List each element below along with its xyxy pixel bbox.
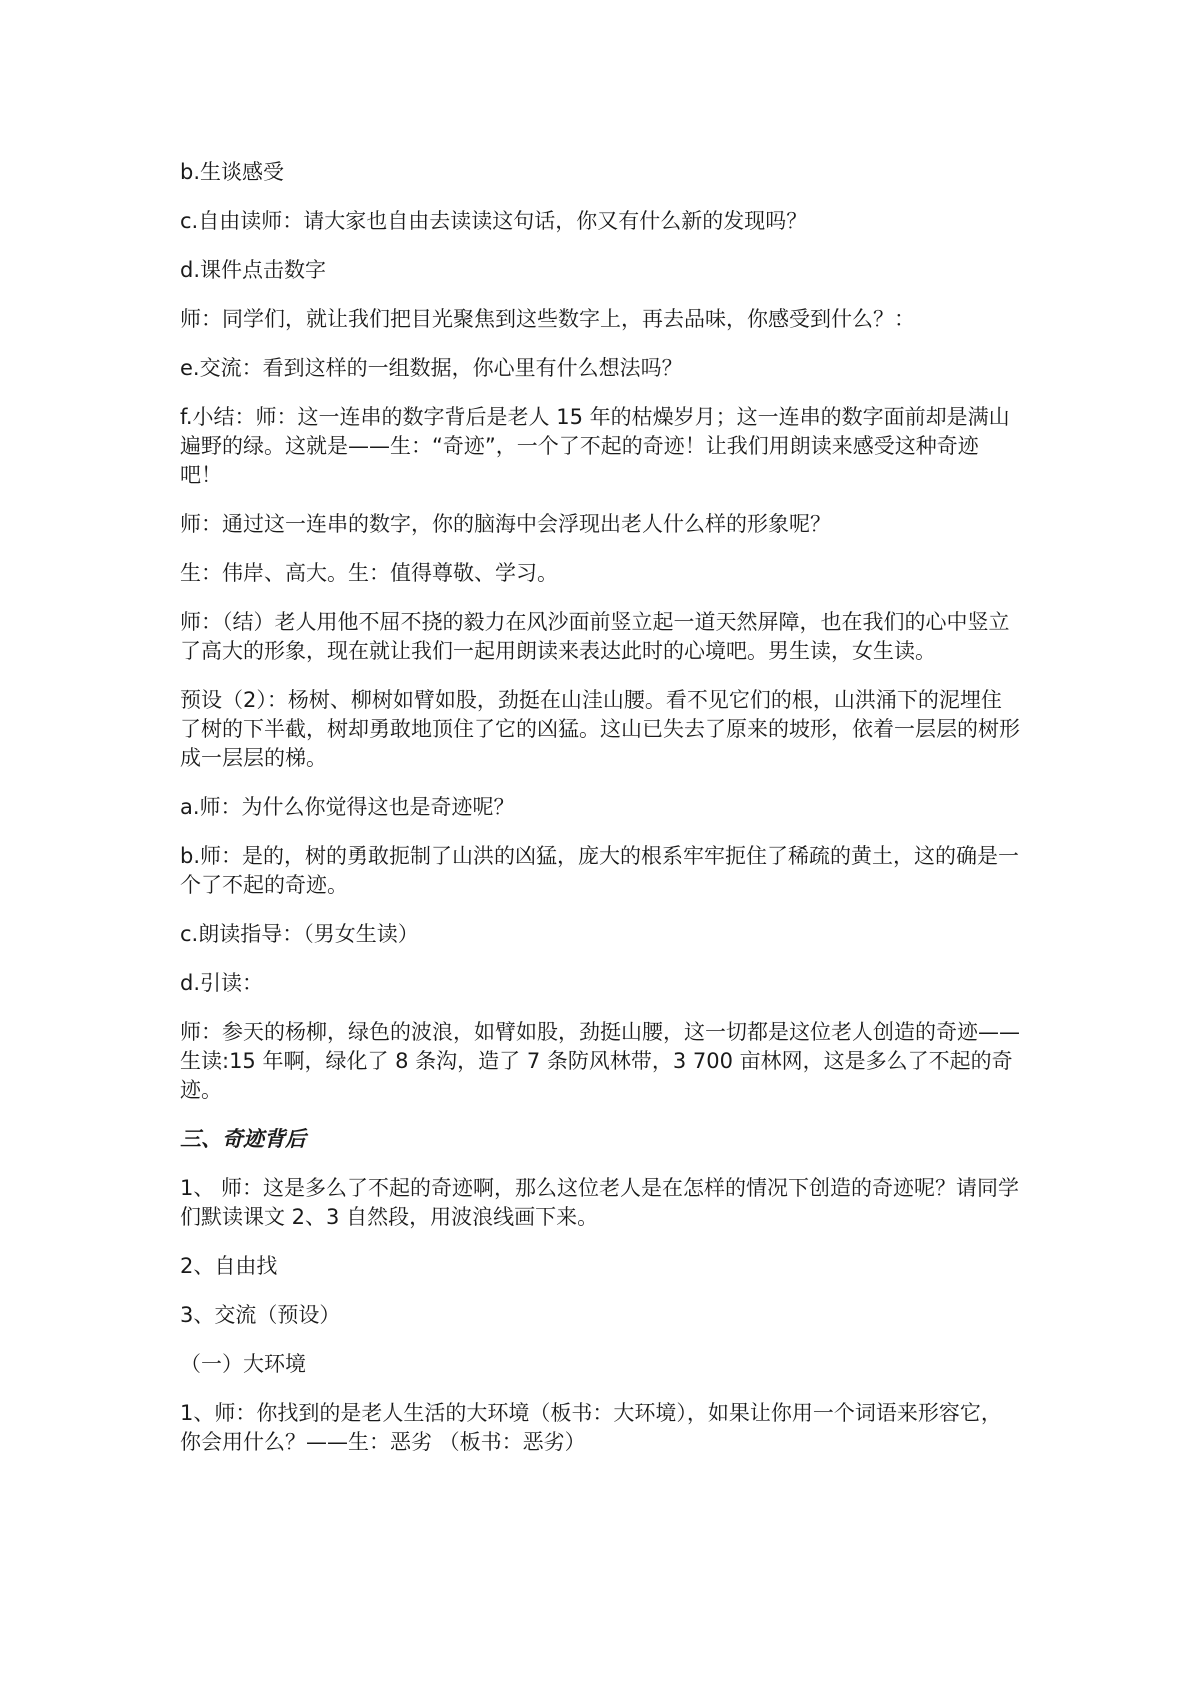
paragraph-18: 3、交流（预设） <box>180 1303 341 1327</box>
paragraph-13: c.朗读指导：（男女生读） <box>180 922 419 946</box>
paragraph-6: f.小结：师：这一连串的数字背后是老人 15 年的枯燥岁月；这一连串的数字面前却是满山遍野的绿。这就是——生：“奇迹”，一个了不起的奇迹！让我们用朗读来感受这种奇迹吧！ <box>180 405 1010 487</box>
paragraph-1: b.生谈感受 <box>180 160 285 184</box>
paragraph-11: a.师：为什么你觉得这也是奇迹呢？ <box>180 795 515 819</box>
paragraph-12: b.师：是的，树的勇敢扼制了山洪的凶猛，庞大的根系牢牢扼住了稀疏的黄土，这的确是一个了不起的奇迹。 <box>180 844 1020 897</box>
paragraph-20: 1、师：你找到的是老人生活的大环境（板书：大环境），如果让你用一个词语来形容它，你会用什么？——生：恶劣 （板书：恶劣） <box>180 1401 1002 1454</box>
paragraph-19: （一）大环境 <box>180 1352 306 1376</box>
paragraph-2: c.自由读师：请大家也自由去读读这句话，你又有什么新的发现吗？ <box>180 209 808 233</box>
paragraph-9: 师：（结）老人用他不屈不挠的毅力在风沙面前竖立起一道天然屏障，也在我们的心中竖立了高大的形象，现在就让我们一起用朗读来表达此时的心境吧。男生读，女生读。 <box>180 610 1010 663</box>
paragraph-14: d.引读： <box>180 971 264 995</box>
paragraph-15: 师：参天的杨柳，绿色的波浪，如臂如股，劲挺山腰，这一切都是这位老人创造的奇迹——生读:15 年啊，绿化了 8 条沟，造了 7 条防风林带，3 700 亩林网，这是多么了不起的奇迹。 <box>180 1020 1020 1102</box>
section-heading: 三、奇迹背后 <box>180 1127 306 1151</box>
paragraph-10: 预设（2）：杨树、柳树如臂如股，劲挺在山洼山腰。看不见它们的根，山洪涌下的泥埋住了树的下半截，树却勇敢地顶住了它的凶猛。这山已失去了原来的坡形，依着一层层的树形成一层层的梯。 <box>180 688 1020 770</box>
paragraph-5: e.交流：看到这样的一组数据，你心里有什么想法吗？ <box>180 356 683 380</box>
paragraph-17: 2、自由找 <box>180 1254 278 1278</box>
paragraph-4: 师：同学们，就让我们把目光聚焦到这些数字上，再去品味，你感受到什么？： <box>180 307 915 331</box>
paragraph-8: 生：伟岸、高大。生：值得尊敬、学习。 <box>180 561 558 585</box>
document-page <box>180 158 1020 1477</box>
paragraph-16: 1、 师：这是多么了不起的奇迹啊，那么这位老人是在怎样的情况下创造的奇迹呢？请同学们默读课文 2、3 自然段，用波浪线画下来。 <box>180 1176 1020 1229</box>
paragraph-3: d.课件点击数字 <box>180 258 327 282</box>
paragraph-7: 师：通过这一连串的数字，你的脑海中会浮现出老人什么样的形象呢？ <box>180 512 831 536</box>
